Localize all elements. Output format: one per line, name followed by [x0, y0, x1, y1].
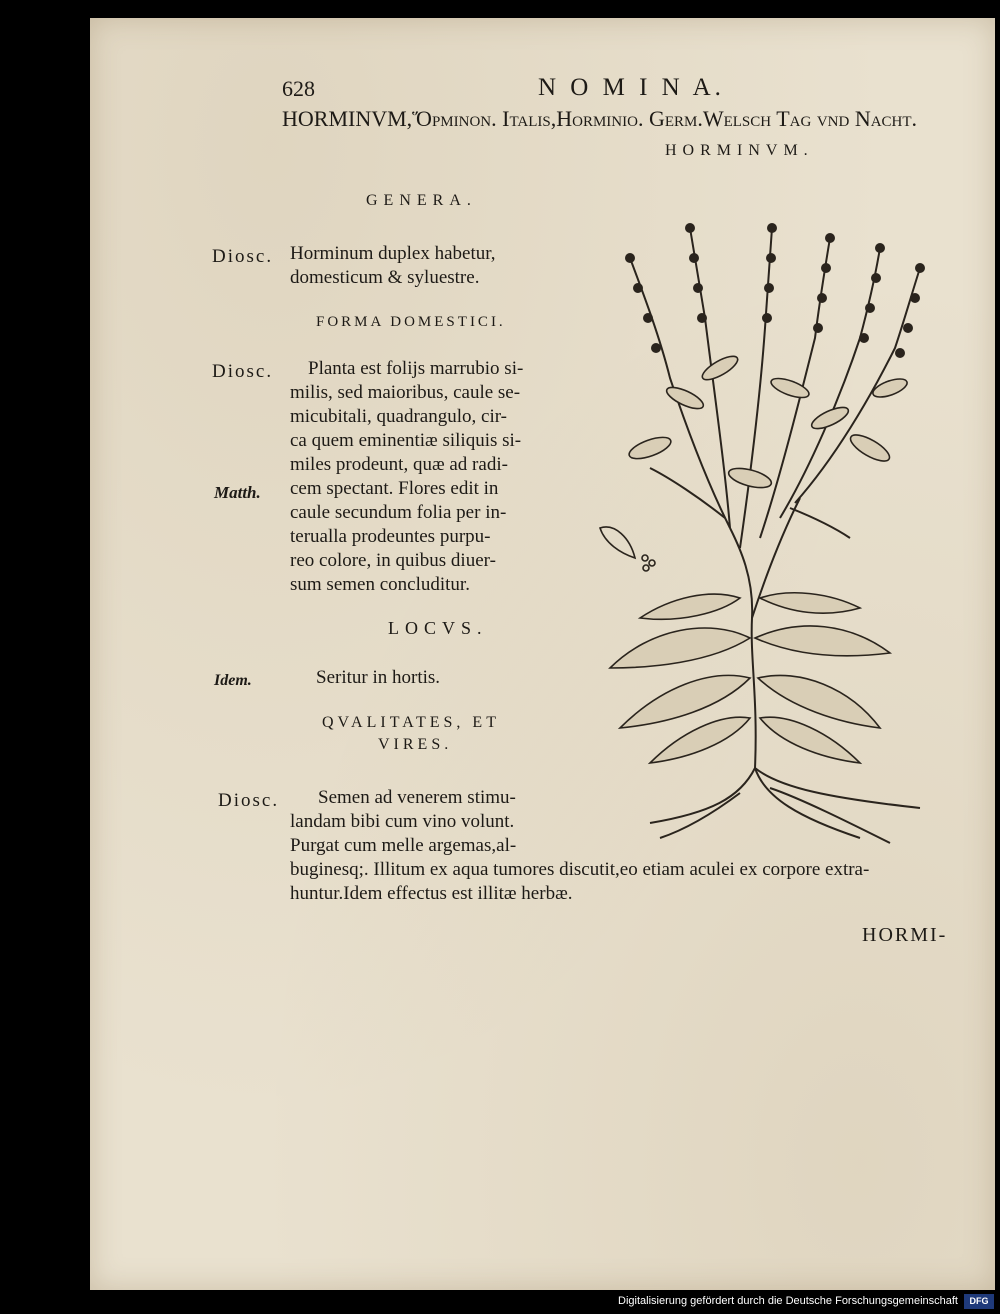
book-page — [90, 18, 995, 1290]
forma-line-5: miles prodeunt, quæ ad radi- — [290, 454, 508, 475]
forma-line-4: ca quem eminentiæ siliquis si- — [290, 430, 522, 451]
genera-line-1: Horminum duplex habetur, — [290, 243, 496, 264]
ref-diosc-genera: Diosc. — [212, 246, 274, 267]
forma-line-8: terualla prodeuntes purpu- — [290, 526, 491, 547]
forma-line-3: micubitali, quadrangulo, cir- — [290, 406, 507, 427]
ref-diosc-qual: Diosc. — [218, 790, 280, 811]
footer-credit: Digitalisierung gefördert durch die Deutsche Forschungsgemeinschaft — [618, 1295, 958, 1307]
qual-line-4: buginesq;. Illitum ex aqua tumores discutit,eo etiam aculei ex corpore extra- — [290, 859, 870, 880]
locus-text: Seritur in hortis. — [316, 667, 441, 688]
running-title: N O M I N A. — [538, 74, 725, 101]
figure-caption: HORMINVM. — [665, 142, 814, 159]
heading-locus: LOCVS. — [388, 618, 488, 638]
names-line: HORMINVM,Ὅρμινον. Italis,Horminio. Germ.Welsch Tag vnd Nacht. — [282, 106, 918, 131]
catchword: HORMI- — [862, 924, 948, 946]
footer-bar — [0, 1290, 1000, 1314]
horminum-woodcut-illustration — [590, 198, 980, 858]
page-number: 628 — [282, 76, 315, 101]
heading-genera: GENERA. — [366, 192, 477, 209]
forma-line-2: milis, sed maioribus, caule se- — [290, 382, 521, 403]
qual-line-5: huntur.Idem effectus est illitæ herbæ. — [290, 883, 573, 904]
forma-line-9: reo colore, in quibus diuer- — [290, 550, 496, 571]
forma-line-6: cem spectant. Flores edit in — [290, 478, 499, 499]
qual-line-3: Purgat cum melle argemas,al- — [290, 835, 517, 856]
forma-line-1: Planta est folijs marrubio si- — [308, 358, 524, 379]
forma-line-10: sum semen concluditur. — [290, 574, 470, 595]
heading-forma-domestici: FORMA DOMESTICI. — [316, 314, 506, 330]
qual-line-2: landam bibi cum vino volunt. — [290, 811, 515, 832]
ref-matth: Matth. — [214, 483, 261, 502]
forma-line-7: caule secundum folia per in- — [290, 502, 507, 523]
heading-qualitates: QVALITATES, ET — [322, 714, 500, 731]
dfg-logo: DFG — [964, 1294, 994, 1309]
qual-line-1: Semen ad venerem stimu- — [318, 787, 516, 808]
genera-line-2: domesticum & syluestre. — [290, 267, 480, 288]
ref-idem: Idem. — [214, 672, 252, 689]
ref-diosc-forma: Diosc. — [212, 361, 274, 382]
heading-vires: VIRES. — [378, 736, 453, 753]
